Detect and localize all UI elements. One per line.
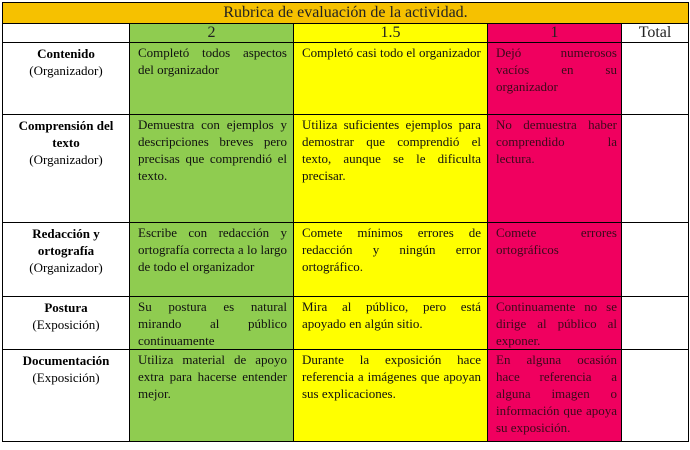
score-1-5-cell [294,350,488,442]
table-row [3,115,689,223]
score-1-5-text: Durante la exposición hace referencia a imágenes que apoyan sus explicaciones. [302,352,481,401]
score-1-5-cell [294,297,488,350]
title-row [3,3,689,24]
header-score-1: 1 [488,24,622,43]
criterion-cell [3,223,130,297]
criterion-category: (Organizador) [29,63,103,78]
score-2-text: Utiliza material de apoyo extra para hacerse entender mejor. [138,352,287,401]
score-1-5-cell [294,115,488,223]
table-row [3,350,689,442]
score-1-5-text: Completó casi todo el organizador [302,45,481,60]
criterion-cell [3,115,130,223]
score-1-5-text: Comete mínimos errores de redacción y ningún error ortográfico. [302,225,481,274]
score-2-cell [130,297,294,350]
score-2-text: Completó todos aspectos del organizador [138,45,287,77]
total-cell [622,350,689,442]
score-2-cell [130,43,294,115]
header-score-1-5: 1.5 [294,24,488,43]
criterion-name: Postura [44,300,88,315]
criterion-category: (Exposición) [32,317,100,332]
score-1-cell [488,43,622,115]
table-title: Rubrica de evaluación de la actividad. [3,3,689,24]
criterion-name: Contenido [37,46,95,61]
score-1-5-text: Utiliza suficientes ejemplos para demostrar que comprendió el texto, aunque se le dificulta precisar. [302,117,481,183]
header-score-2: 2 [130,24,294,43]
score-1-cell [488,115,622,223]
table-row [3,43,689,115]
total-cell [622,43,689,115]
header-row [3,24,689,43]
score-1-text: Continuamente no se dirige al público al exponer. [496,299,617,348]
score-2-text: Su postura es natural mirando al público continuamente [138,299,287,348]
criterion-name: Redacción y ortografía [32,226,100,258]
total-cell [622,115,689,223]
criterion-category: (Organizador) [29,260,103,275]
score-1-cell [488,223,622,297]
criterion-name: Documentación [22,353,110,368]
score-2-cell [130,350,294,442]
score-1-5-text: Mira al público, pero está apoyado en algún sitio. [302,299,481,331]
criterion-cell [3,350,130,442]
criterion-cell [3,297,130,350]
score-1-text: Dejó numerosos vacíos en su organizador [496,45,617,94]
total-cell [622,297,689,350]
criterion-category: (Exposición) [32,370,100,385]
score-2-cell [130,115,294,223]
score-1-text: No demuestra haber comprendido la lectura. [496,117,617,166]
score-1-text: Comete errores ortográficos [496,225,617,257]
score-1-cell [488,297,622,350]
score-2-text: Escribe con redacción y ortografía correcta a lo largo de todo el organizador [138,225,287,274]
criterion-cell [3,43,130,115]
score-2-text: Demuestra con ejemplos y descripciones breves pero precisas que comprendió el texto. [138,117,287,183]
score-1-5-cell [294,223,488,297]
score-1-text: En alguna ocasión hace referencia a alguna imagen o información que apoya su exposición. [496,352,617,435]
criterion-name: Comprensión del texto [18,118,114,150]
table-row [3,297,689,350]
rubric-table [2,2,689,442]
criterion-category: (Organizador) [29,152,103,167]
header-total: Total [622,24,689,43]
table-row [3,223,689,297]
score-1-cell [488,350,622,442]
header-blank [3,24,130,43]
score-1-5-cell [294,43,488,115]
score-2-cell [130,223,294,297]
total-cell [622,223,689,297]
